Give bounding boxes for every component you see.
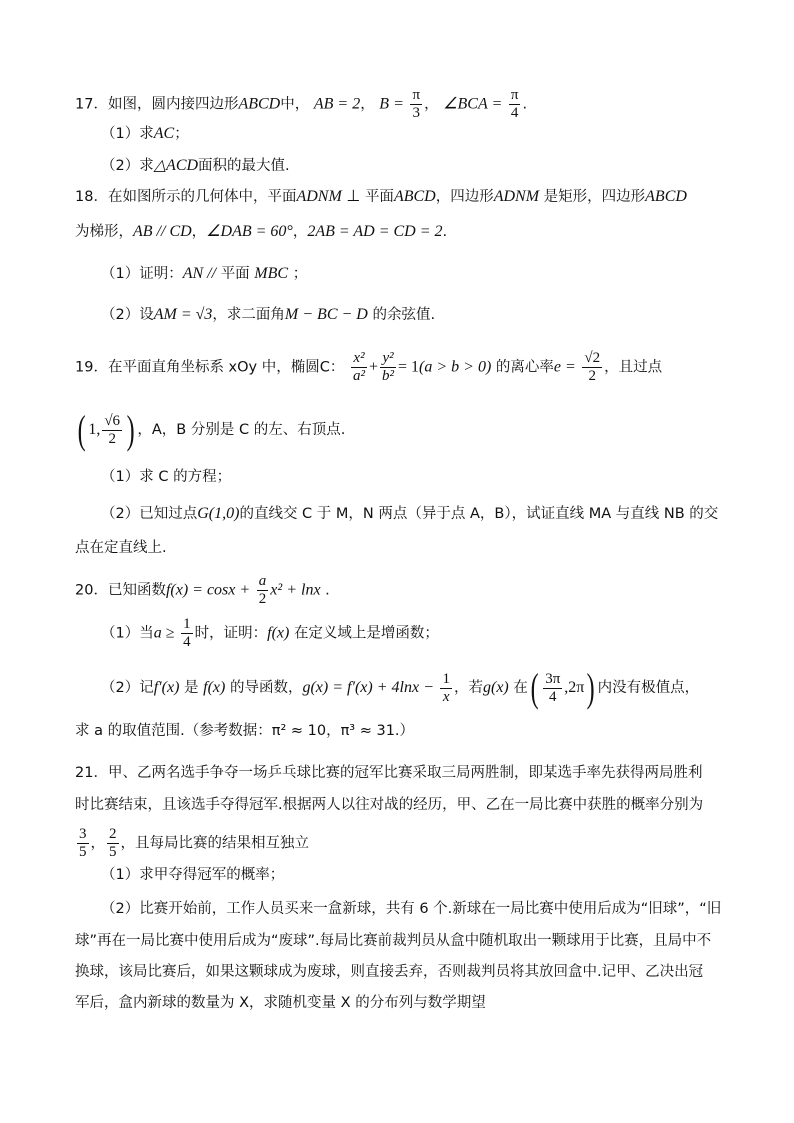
fraction-pi-over-4: $\frac{\pi}{4}$ <box>510 87 519 121</box>
question-number: 18． <box>75 189 108 205</box>
q21-stem-line2: 时比赛结束，且该选手夺得冠军.根据两人以往对战的经历，甲、乙在一局比赛中获胜的概率分别为 <box>75 797 704 813</box>
q21-part2-line1: （2）比赛开始前，工作人员买来一盒新球，共有 6 个.新球在一局比赛中使用后成为“旧球”，“旧 <box>101 901 722 917</box>
q18-stem-line2: 为梯形，AB // CD，∠DAB = 60°，2AB = AD = CD = 2. <box>75 223 448 240</box>
q19-part2-line1: （2）已知过点G(1,0)的直线交 C 于 M，N 两点（异于点 A，B），试证直线 MA 与直线 NB 的交 <box>101 505 719 522</box>
fraction-pi-over-3: $\frac{\pi}{3}$ <box>412 87 421 121</box>
q21-part2-line2: 球”再在一局比赛中使用后成为“废球”.每局比赛前裁判员从盒中随机取出一颗球用于比赛，且局中不 <box>75 933 712 949</box>
question-number: 21． <box>75 765 108 781</box>
q19-stem-line1: 19．在平面直角坐标系 xOy 中，椭圆C： $\frac{\text{x²}}{\text{a²}}$ + $\frac{\text{y²}}{\text{b²}}$ = 1(a > b > 0) 的离心率e = $\frac{√2}{2}$ ，且过点 <box>75 350 663 384</box>
q18-part1: （1）证明：AN // 平面 MBC ； <box>101 265 308 282</box>
q21-part2-line3: 换球，该局比赛后，如果这颗球成为废球，则直接丢弃，否则裁判员将其放回盒中.记甲、乙决出冠 <box>75 964 704 980</box>
q20-part2-line2: 求 a 的取值范围.（参考数据：π² ≈ 10，π³ ≈ 31.） <box>75 723 415 739</box>
q20-part2-line1: （2）记f′(x) 是 f(x) 的导函数，g(x) = f′(x) + 4lnx − $\frac{1}{x}$ ，若g(x) 在( $\frac{3\pi}{4}$ ,2π) 内没有极值点， <box>101 665 700 710</box>
q21-stem-line1: 21．甲、乙两名选手争夺一场乒乓球比赛的冠军比赛采取三局两胜制，即某选手率先获得两局胜利 <box>75 765 703 781</box>
q20-stem: 20．已知函数f(x) = cosx + $\frac{a}{2}$ x² + lnx . <box>75 573 330 607</box>
q21-part1: （1）求甲夺得冠军的概率； <box>101 867 285 883</box>
q19-part2-line2: 点在定直线上. <box>75 540 167 556</box>
q19-stem-line2: ( 1, $\frac{√6}{2}$ ) ，A，B 分别是 C 的左、右顶点. <box>77 407 346 452</box>
question-number: 20． <box>75 582 108 599</box>
question-number: 17． <box>75 96 108 113</box>
q21-stem-line3: $\frac{3}{5}$ ， $\frac{2}{5}$ ，且每局比赛的结果相互独立 <box>79 826 309 860</box>
q19-part1: （1）求 C 的方程； <box>101 469 232 485</box>
q18-stem-line1: 18．在如图所示的几何体中，平面ADNM ⊥ 平面ABCD，四边形ADNM 是矩形，四边形ABCD <box>75 188 687 205</box>
q21-part2-line4: 军后，盒内新球的数量为 X，求随机变量 X 的分布列与数学期望 <box>75 995 486 1011</box>
question-number: 19． <box>75 359 108 376</box>
q17-part1: （1）求AC； <box>101 125 189 142</box>
q20-part1: （1）当a ≥ $\frac{1}{4}$ 时，证明：f(x) 在定义域上是增函数； <box>101 616 439 650</box>
q17-part2: （2）求△ACD面积的最大值. <box>101 157 290 174</box>
q18-part2: （2）设AM = √3，求二面角M − BC − D 的余弦值. <box>101 306 436 323</box>
q17-stem: 17．如图，圆内接四边形ABCD中， AB = 2， B = $\frac{\pi}{3}$ ， ∠BCA = $\frac{\pi}{4}$ . <box>75 87 528 121</box>
